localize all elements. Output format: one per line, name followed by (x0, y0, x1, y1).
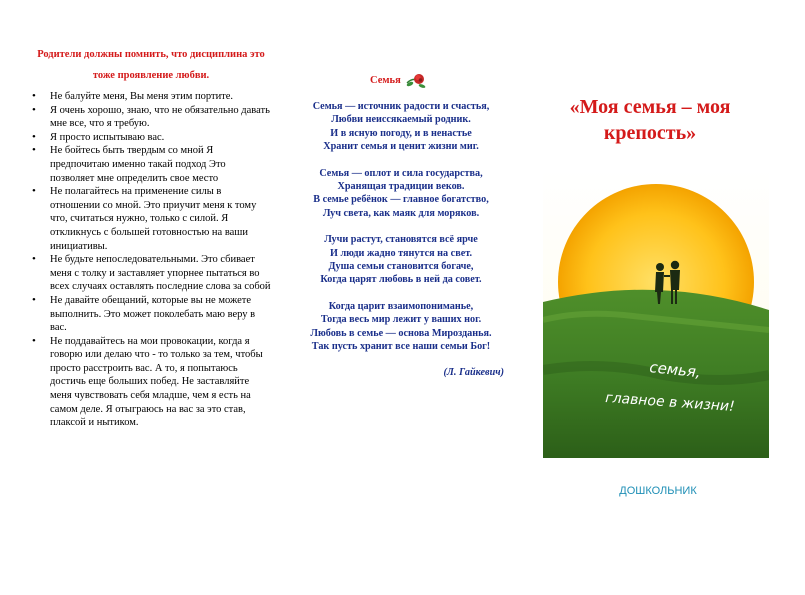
image-caption-line2: главное в жизни! (604, 390, 736, 416)
poem-line: В семье ребёнок — главное богатство, (313, 194, 489, 206)
image-caption-line1: семья, (648, 358, 702, 382)
poem-title-row (370, 68, 514, 92)
list-item: • Не будьте непоследовательными. Это сбивает меня с толку и заставляет упорнее пытаться во всех случаях оставлять последние слова за собой (22, 253, 272, 294)
poem-line: Когда царит взаимопониманье, (328, 300, 474, 312)
stanza (288, 300, 514, 354)
poem-line: Семья — источник радости и счастья, (312, 101, 490, 112)
left-column (22, 44, 272, 430)
poem-author: (Л. Гайкевич) (443, 366, 504, 378)
left-heading: Родители должны помнить, что дисциплина это тоже проявление любви. (37, 49, 265, 81)
poem-line: Хранит семья и ценит жизни миг. (323, 141, 479, 153)
advice-list (22, 90, 272, 430)
poem-line: Семья — оплот и сила государства, (319, 167, 483, 179)
list-item: • Не полагайтесь на применение силы в отношении со мной. Это приучит меня к тому что, считаться нужно, только с силой. Я откликнусь с большей готовностью на ваши инициативы. (22, 185, 272, 253)
stanza (288, 233, 514, 287)
list-item: • Не бойтесь быть твердым со мной Я предпочитаю именно такай подход Это позволяет мне определить свое место (22, 144, 272, 185)
poem-line: Когда царят любовь в ней да совет. (320, 274, 482, 286)
stanza (288, 167, 514, 221)
list-item: • Я просто испытываю вас. (22, 131, 272, 145)
poem-line: Так пусть хранит все наши семьи Бог! (311, 341, 491, 353)
poem-line: Любви неиссякаемый родник. (331, 114, 471, 126)
list-item: • Не балуйте меня, Вы меня этим портите. (22, 90, 272, 104)
poem-line: Любовь в семье — основа Мирозданья. (310, 327, 492, 339)
main-title-line: «Моя семья – моя (569, 96, 731, 118)
list-item: • Не давайте обещаний, которые вы не можете выполнить. Это может поколебать маю веру в вас. (22, 294, 272, 335)
footer-label: ДОШКОЛЬНИК (619, 485, 697, 497)
family-sunset-picture (543, 170, 769, 458)
poem-title: Семья (370, 74, 401, 86)
middle-column (288, 68, 514, 378)
poem-line: Лучи растут, становятся всё ярче (324, 234, 478, 246)
poem (288, 100, 514, 354)
poem-line: Душа семьи становится богаче, (328, 261, 474, 273)
poem-line: И в ясную погоду, и в ненастье (330, 127, 472, 139)
poem-line: Тогда весь мир лежит у ваших ног. (320, 314, 482, 326)
stanza (288, 100, 514, 154)
poem-line: Луч света, как маяк для моряков. (322, 207, 480, 219)
main-title (540, 94, 760, 146)
list-item: • Не поддавайтесь на мои провокации, когда я говорю или делаю что - то только за тем, чтобы просто расстроить вас. А то, я попытаюсь достичь еще больших побед. Не заставляйте меня чувствовать себя младше, чем я есть на самом деле. Я отыграюсь на вас за это став, плаксой и нытиком. (22, 335, 272, 430)
rose-icon (405, 71, 427, 89)
main-title-line: крепость» (603, 122, 697, 144)
poem-line: Хранящая традиции веков. (337, 181, 465, 193)
sunset-illustration (543, 170, 769, 458)
list-item: • Я очень хорошо, знаю, что не обязательно давать мне все, что я требую. (22, 104, 272, 131)
poem-line: И люди жадно тянутся на свет. (330, 247, 472, 259)
